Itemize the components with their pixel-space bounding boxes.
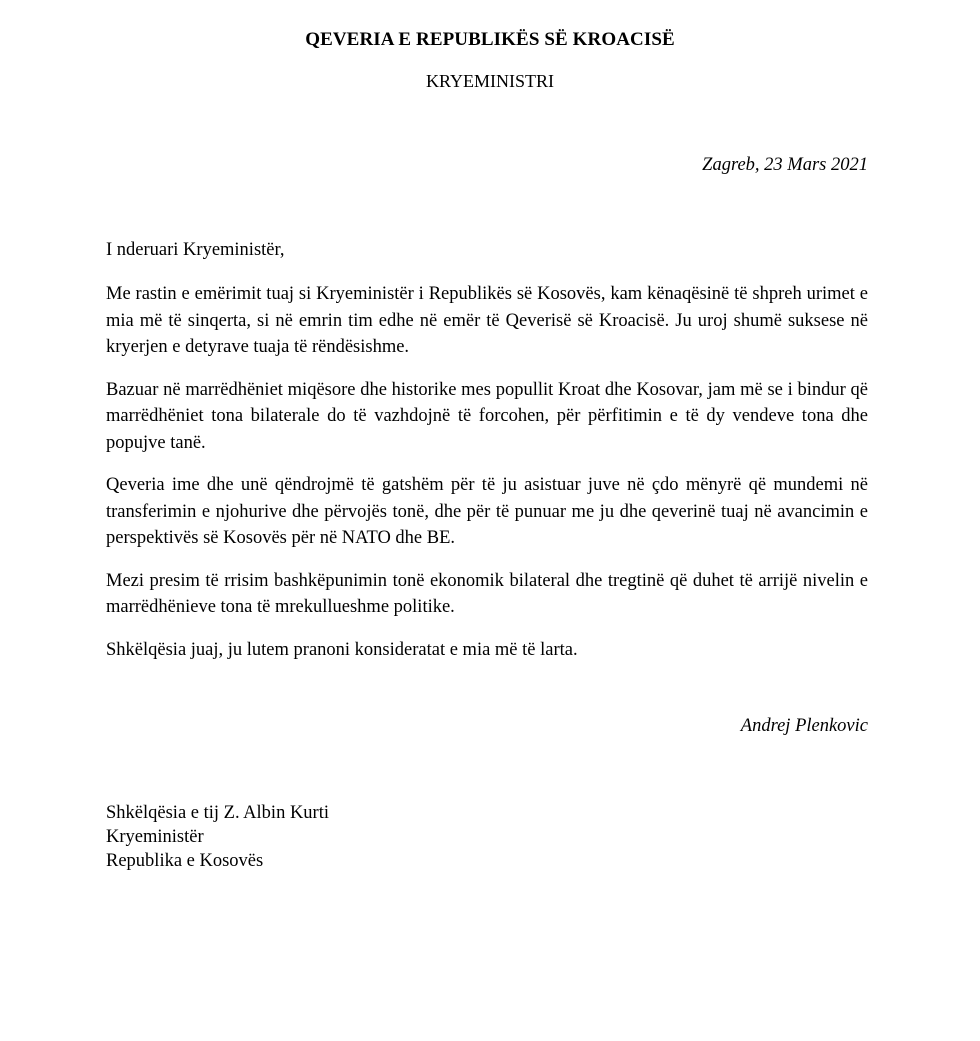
recipient-block bbox=[106, 801, 329, 873]
recipient-country: Republika e Kosovës bbox=[106, 851, 264, 871]
paragraph-relations: Bazuar në marrëdhëniet miqësore dhe historike mes popullit Kroat dhe Kosovar, jam më se i bindur që marrëdhëniet tona bilaterale do të vazhdojnë të forcohen, për përfitimin e të dy vendeve tona dhe popujve tanë. bbox=[106, 379, 868, 453]
paragraph-assistance: Qeveria ime dhe unë qëndrojmë të gatshëm për të ju asistuar juve në çdo mënyrë që mundemi në transferimin e njohurive dhe përvojës tonë, dhe për të punuar me ju dhe qeverinë tuaj në avancimin e perspektivës së Kosovës për në NATO dhe BE. bbox=[106, 475, 868, 548]
recipient-name: Shkëlqësia e tij Z. Albin Kurti bbox=[106, 803, 330, 823]
salutation: I nderuari Kryeministër, bbox=[106, 240, 285, 260]
paragraph-closing: Shkëlqësia juaj, ju lutem pranoni konsideratat e mia më të larta. bbox=[106, 639, 578, 660]
letter-body bbox=[106, 281, 868, 679]
paragraph-economic-cooperation: Mezi presim të rrisim bashkëpunimin tonë ekonomik bilateral dhe tregtinë që duhet të arrijë nivelin e marrëdhënieve tona të mrekullueshme politike. bbox=[106, 570, 868, 617]
letter-date: Zagreb, 23 Mars 2021 bbox=[702, 155, 868, 175]
paragraph-congratulations: Me rastin e emërimit tuaj si Kryeministër i Republikës së Kosovës, kam kënaqësinë të shpreh urimet e mia më të sinqerta, si në emrin tim edhe në emër të Qeverisë së Kroacisë. Ju uroj shumë suksese në kryerjen e detyrave tuaja të rëndësishme. bbox=[106, 284, 868, 357]
signature: Andrej Plenkovic bbox=[740, 716, 868, 736]
letterhead-subtitle: KRYEMINISTRI bbox=[425, 71, 554, 91]
recipient-position: Kryeministër bbox=[106, 827, 204, 847]
letterhead-title: QEVERIA E REPUBLIKËS SË KROACISË bbox=[305, 29, 675, 50]
